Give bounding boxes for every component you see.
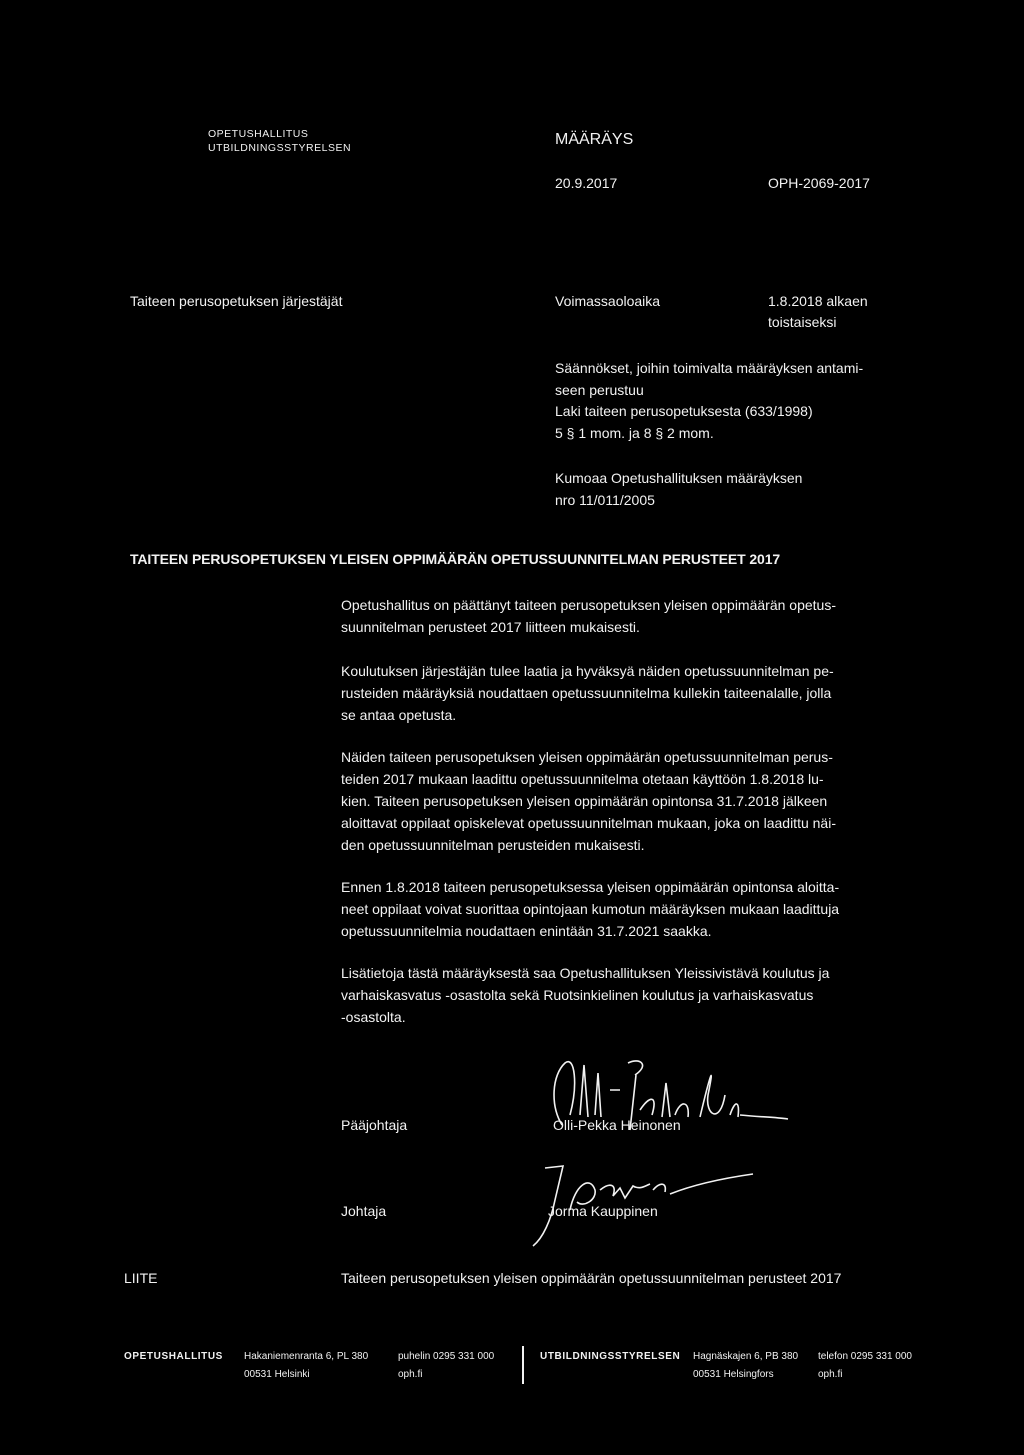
paragraph-line: Koulutuksen järjestäjän tulee laatia ja hyväksyä näiden opetussuunnitelman pe- bbox=[341, 663, 834, 679]
paragraph-4 bbox=[341, 876, 941, 942]
paragraph-line: teiden 2017 mukaan laadittu opetussuunnitelma otetaan käyttöön 1.8.2018 lu- bbox=[341, 771, 824, 787]
paragraph-2 bbox=[341, 660, 941, 726]
footer-address-fi bbox=[244, 1348, 368, 1384]
document-type: MÄÄRÄYS bbox=[555, 131, 634, 148]
paragraph-5 bbox=[341, 962, 941, 1028]
footer-org-name: OPETUSHALLITUS bbox=[124, 1351, 223, 1362]
signer-role-1: Pääjohtaja bbox=[341, 1117, 408, 1133]
paragraph-line: opetussuunnitelmia noudattaen enintään 31.7.2021 saakka. bbox=[341, 923, 712, 939]
footer-line: oph.fi bbox=[398, 1369, 423, 1380]
authority-line: 5 § 1 mom. ja 8 § 2 mom. bbox=[555, 425, 714, 441]
validity-value: 1.8.2018 alkaen bbox=[768, 293, 868, 309]
paragraph-line: suunnitelman perusteet 2017 liitteen mukaisesti. bbox=[341, 619, 640, 635]
footer-address-sv bbox=[693, 1348, 798, 1384]
footer-contact-fi bbox=[398, 1348, 494, 1384]
validity-value-cont: toistaiseksi bbox=[768, 314, 837, 330]
paragraph-line: Ennen 1.8.2018 taiteen perusopetuksessa yleisen oppimäärän opintonsa aloitta- bbox=[341, 879, 840, 895]
paragraph-line: neet oppilaat voivat suorittaa opintojaan kumotun määräyksen mukaan laadittuja bbox=[341, 901, 840, 917]
paragraph-line: aloittavat oppilaat opiskelevat opetussuunnitelman mukaan, joka on laadittu näi- bbox=[341, 815, 836, 831]
document-date: 20.9.2017 bbox=[555, 175, 618, 191]
signer-role-2: Johtaja bbox=[341, 1203, 387, 1219]
repeals-line: nro 11/011/2005 bbox=[555, 492, 655, 508]
footer-line: oph.fi bbox=[818, 1369, 843, 1380]
signer-name-1: Olli-Pekka Heinonen bbox=[553, 1117, 681, 1133]
footer-line: 00531 Helsingfors bbox=[693, 1369, 774, 1380]
document-reference: OPH-2069-2017 bbox=[768, 175, 870, 191]
authority-line: Laki taiteen perusopetuksesta (633/1998) bbox=[555, 403, 813, 419]
footer-org-swedish bbox=[540, 1348, 680, 1366]
authority-line: seen perustuu bbox=[555, 382, 644, 398]
paragraph-line: kien. Taiteen perusopetuksen yleisen oppimäärän opintonsa 31.7.2018 jälkeen bbox=[341, 793, 828, 809]
repeals-line: Kumoaa Opetushallituksen määräyksen bbox=[555, 470, 803, 486]
footer-line: 00531 Helsinki bbox=[244, 1369, 310, 1380]
paragraph-3 bbox=[341, 746, 941, 856]
footer-divider bbox=[522, 1346, 524, 1384]
footer-line: puhelin 0295 331 000 bbox=[398, 1351, 495, 1362]
org-name-swedish: UTBILDNINGSSTYRELSEN bbox=[208, 142, 352, 154]
paragraph-line: varhaiskasvatus -osastolta sekä Ruotsinkielinen koulutus ja varhaiskasvatus bbox=[341, 987, 814, 1003]
paragraph-line: Näiden taiteen perusopetuksen yleisen oppimäärän opetussuunnitelman perus- bbox=[341, 749, 833, 765]
validity-label: Voimassaoloaika bbox=[555, 293, 661, 309]
org-name-finnish: OPETUSHALLITUS bbox=[208, 128, 309, 140]
document-title: TAITEEN PERUSOPETUKSEN YLEISEN OPPIMÄÄRÄN OPETUSSUUNNITELMAN PERUSTEET 2017 bbox=[130, 551, 781, 567]
paragraph-line: Opetushallitus on päättänyt taiteen perusopetuksen yleisen oppimäärän opetus- bbox=[341, 597, 836, 613]
footer-line: Hagnäskajen 6, PB 380 bbox=[693, 1351, 799, 1362]
authority-line: Säännökset, joihin toimivalta määräyksen antami- bbox=[555, 360, 864, 376]
paragraph-line: den opetussuunnitelman perusteiden mukaisesti. bbox=[341, 837, 645, 853]
paragraph-line: se antaa opetusta. bbox=[341, 707, 457, 723]
paragraph-1 bbox=[341, 594, 941, 638]
paragraph-line: -osastolta. bbox=[341, 1009, 406, 1025]
attachment-title: Taiteen perusopetuksen yleisen oppimäärän opetussuunnitelman perusteet 2017 bbox=[341, 1270, 842, 1286]
footer-line: Hakaniemenranta 6, PL 380 bbox=[244, 1351, 369, 1362]
footer-org-name: UTBILDNINGSSTYRELSEN bbox=[540, 1351, 681, 1362]
signer-name-2: Jorma Kauppinen bbox=[548, 1203, 658, 1219]
recipients: Taiteen perusopetuksen järjestäjät bbox=[130, 293, 343, 309]
paragraph-line: rusteiden määräyksiä noudattaen opetussuunnitelma kullekin taiteenalalle, jolla bbox=[341, 685, 832, 701]
footer-org-finnish bbox=[124, 1348, 223, 1366]
footer-line: telefon 0295 331 000 bbox=[818, 1351, 912, 1362]
footer-contact-sv bbox=[818, 1348, 912, 1384]
attachment-label: LIITE bbox=[124, 1270, 158, 1286]
paragraph-line: Lisätietoja tästä määräyksestä saa Opetushallituksen Yleissivistävä koulutus ja bbox=[341, 965, 830, 981]
